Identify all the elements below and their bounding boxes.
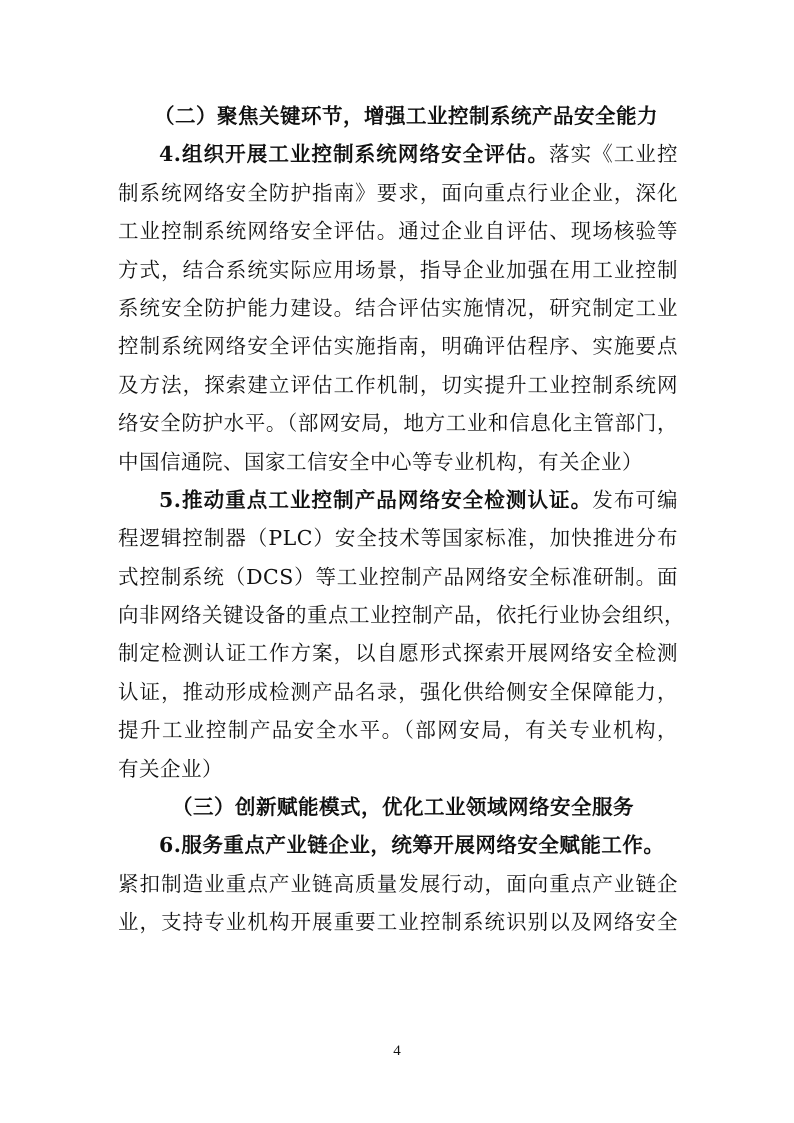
item-5-line: 式控制系统（DCS）等工业控制产品网络安全标准研制。面 bbox=[118, 564, 678, 589]
item-6-line: 业，支持专业机构开展重要工业控制系统识别以及网络安全 bbox=[118, 910, 678, 935]
item-5-first-line bbox=[118, 481, 678, 519]
item-5-title: 5.推动重点工业控制产品网络安全检测认证。 bbox=[159, 487, 593, 512]
item-5-line: 认证，推动形成检测产品名录，强化供给侧安全保障能力， bbox=[118, 679, 678, 704]
item-6-first-line bbox=[118, 826, 678, 864]
item-5-line: 提升工业控制产品安全水平。（部网安局，有关专业机构， bbox=[118, 718, 678, 743]
item-4-line: 中国信通院、国家工信安全中心等专业机构，有关企业） bbox=[118, 449, 643, 474]
document-body bbox=[118, 97, 685, 942]
item-4-line-1-text: 落实《工业控 bbox=[549, 142, 679, 167]
item-5-line-1-text: 发布可编 bbox=[592, 487, 679, 512]
item-4-line: 及方法，探索建立评估工作机制，切实提升工业控制系统网 bbox=[118, 372, 678, 397]
item-4-title: 4.组织开展工业控制系统网络安全评估。 bbox=[159, 142, 550, 167]
item-4-line: 控制系统网络安全评估实施指南，明确评估程序、实施要点 bbox=[118, 334, 678, 359]
item-4-line: 制系统网络安全防护指南》要求，面向重点行业企业，深化 bbox=[118, 180, 678, 205]
item-4-first-line bbox=[118, 135, 678, 173]
section-3-heading: （三）创新赋能模式，优化工业领域网络安全服务 bbox=[172, 795, 634, 820]
page-number: 4 bbox=[393, 1043, 401, 1059]
item-5-line: 向非网络关键设备的重点工业控制产品，依托行业协会组织， bbox=[118, 603, 685, 628]
section-2-heading: （二）聚焦关键环节，增强工业控制系统产品安全能力 bbox=[154, 104, 658, 128]
item-4-line: 工业控制系统网络安全评估。通过企业自评估、现场核验等 bbox=[118, 219, 678, 244]
item-5-line: 程逻辑控制器（PLC）安全技术等国家标准，加快推进分布 bbox=[118, 526, 678, 551]
item-4-line: 系统安全防护能力建设。结合评估实施情况，研究制定工业 bbox=[118, 295, 678, 320]
item-6-title: 6.服务重点产业链企业，统筹开展网络安全赋能工作。 bbox=[159, 833, 665, 858]
item-6-line: 紧扣制造业重点产业链高质量发展行动，面向重点产业链企 bbox=[118, 871, 678, 896]
item-5-line: 有关企业） bbox=[118, 756, 223, 781]
item-5-line: 制定检测认证工作方案，以自愿形式探索开展网络安全检测 bbox=[118, 641, 678, 666]
item-4-line: 方式，结合系统实际应用场景，指导企业加强在用工业控制 bbox=[118, 257, 678, 282]
item-4-line: 络安全防护水平。（部网安局，地方工业和信息化主管部门， bbox=[118, 411, 678, 436]
